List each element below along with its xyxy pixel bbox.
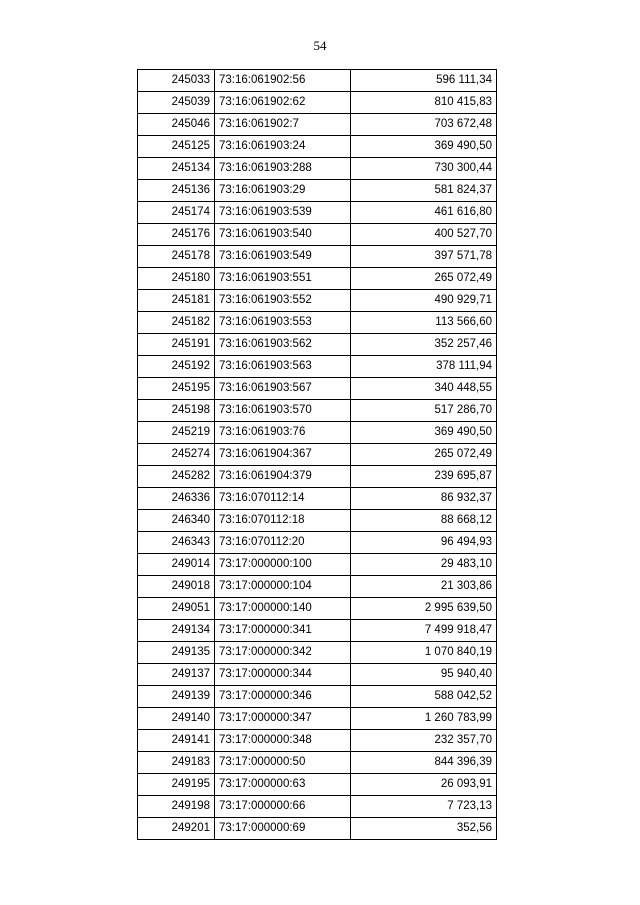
table-row	[138, 422, 497, 444]
cadastral-value-cell: 7 723,13	[351, 796, 497, 818]
cadastral-value-cell: 730 300,44	[351, 158, 497, 180]
cadastral-number-cell: 73:17:000000:69	[215, 818, 351, 840]
cadastral-value-cell: 7 499 918,47	[351, 620, 497, 642]
cadastral-value-cell: 1 070 840,19	[351, 642, 497, 664]
page-number: 54	[313, 38, 327, 53]
cadastral-value-cell: 844 396,39	[351, 752, 497, 774]
row-id-cell: 245125	[138, 136, 215, 158]
table-row	[138, 576, 497, 598]
cadastral-value-cell: 400 527,70	[351, 224, 497, 246]
cadastral-number-cell: 73:16:061903:288	[215, 158, 351, 180]
cadastral-value-cell: 21 303,86	[351, 576, 497, 598]
cadastral-number-cell: 73:17:000000:344	[215, 664, 351, 686]
table-row	[138, 180, 497, 202]
cadastral-number-cell: 73:16:061903:76	[215, 422, 351, 444]
cadastral-value-cell: 86 932,37	[351, 488, 497, 510]
cadastral-value-cell: 26 093,91	[351, 774, 497, 796]
cadastral-number-cell: 73:16:061903:29	[215, 180, 351, 202]
row-id-cell: 249195	[138, 774, 215, 796]
row-id-cell: 245046	[138, 114, 215, 136]
row-id-cell: 245182	[138, 312, 215, 334]
cadastral-value-cell: 352,56	[351, 818, 497, 840]
cadastral-value-cell: 369 490,50	[351, 136, 497, 158]
table-row	[138, 510, 497, 532]
cadastral-value-cell: 2 995 639,50	[351, 598, 497, 620]
row-id-cell: 249135	[138, 642, 215, 664]
row-id-cell: 249134	[138, 620, 215, 642]
cadastral-value-table	[137, 69, 497, 840]
cadastral-value-cell: 810 415,83	[351, 92, 497, 114]
cadastral-number-cell: 73:16:061903:562	[215, 334, 351, 356]
table-row	[138, 400, 497, 422]
cadastral-value-cell: 490 929,71	[351, 290, 497, 312]
table-row	[138, 114, 497, 136]
row-id-cell: 245181	[138, 290, 215, 312]
cadastral-number-cell: 73:17:000000:348	[215, 730, 351, 752]
row-id-cell: 245219	[138, 422, 215, 444]
table-row	[138, 488, 497, 510]
cadastral-value-cell: 29 483,10	[351, 554, 497, 576]
table-row	[138, 92, 497, 114]
cadastral-value-cell: 265 072,49	[351, 268, 497, 290]
cadastral-number-cell: 73:17:000000:104	[215, 576, 351, 598]
table-row	[138, 268, 497, 290]
table-row	[138, 378, 497, 400]
cadastral-value-cell: 378 111,94	[351, 356, 497, 378]
row-id-cell: 249140	[138, 708, 215, 730]
row-id-cell: 245192	[138, 356, 215, 378]
table-row	[138, 554, 497, 576]
row-id-cell: 246336	[138, 488, 215, 510]
row-id-cell: 245198	[138, 400, 215, 422]
cadastral-number-cell: 73:16:070112:20	[215, 532, 351, 554]
cadastral-number-cell: 73:16:061904:379	[215, 466, 351, 488]
cadastral-value-cell: 352 257,46	[351, 334, 497, 356]
table-row	[138, 708, 497, 730]
cadastral-number-cell: 73:17:000000:140	[215, 598, 351, 620]
row-id-cell: 245178	[138, 246, 215, 268]
cadastral-value-cell: 340 448,55	[351, 378, 497, 400]
row-id-cell: 245136	[138, 180, 215, 202]
cadastral-number-cell: 73:16:061903:24	[215, 136, 351, 158]
row-id-cell: 249183	[138, 752, 215, 774]
cadastral-value-cell: 517 286,70	[351, 400, 497, 422]
row-id-cell: 245033	[138, 70, 215, 92]
row-id-cell: 249137	[138, 664, 215, 686]
table-row	[138, 818, 497, 840]
row-id-cell: 249018	[138, 576, 215, 598]
cadastral-value-cell: 397 571,78	[351, 246, 497, 268]
row-id-cell: 249014	[138, 554, 215, 576]
table-row	[138, 290, 497, 312]
table-row	[138, 356, 497, 378]
table-row	[138, 202, 497, 224]
cadastral-value-cell: 369 490,50	[351, 422, 497, 444]
table-row	[138, 158, 497, 180]
row-id-cell: 249051	[138, 598, 215, 620]
cadastral-number-cell: 73:16:061903:553	[215, 312, 351, 334]
table-row	[138, 752, 497, 774]
cadastral-value-cell: 232 357,70	[351, 730, 497, 752]
cadastral-value-cell: 588 042,52	[351, 686, 497, 708]
row-id-cell: 246343	[138, 532, 215, 554]
row-id-cell: 246340	[138, 510, 215, 532]
cadastral-number-cell: 73:16:061902:56	[215, 70, 351, 92]
row-id-cell: 249141	[138, 730, 215, 752]
cadastral-value-cell: 1 260 783,99	[351, 708, 497, 730]
cadastral-value-cell: 88 668,12	[351, 510, 497, 532]
row-id-cell: 245195	[138, 378, 215, 400]
cadastral-number-cell: 73:16:061903:549	[215, 246, 351, 268]
cadastral-number-cell: 73:16:070112:14	[215, 488, 351, 510]
row-id-cell: 249201	[138, 818, 215, 840]
cadastral-value-cell: 703 672,48	[351, 114, 497, 136]
row-id-cell: 245180	[138, 268, 215, 290]
cadastral-number-cell: 73:16:061903:563	[215, 356, 351, 378]
cadastral-number-cell: 73:16:061903:551	[215, 268, 351, 290]
table-row	[138, 466, 497, 488]
cadastral-number-cell: 73:17:000000:341	[215, 620, 351, 642]
table-row	[138, 532, 497, 554]
cadastral-value-cell: 596 111,34	[351, 70, 497, 92]
cadastral-number-cell: 73:16:070112:18	[215, 510, 351, 532]
cadastral-number-cell: 73:16:061903:539	[215, 202, 351, 224]
cadastral-number-cell: 73:16:061902:7	[215, 114, 351, 136]
row-id-cell: 249139	[138, 686, 215, 708]
row-id-cell: 245274	[138, 444, 215, 466]
cadastral-value-cell: 95 940,40	[351, 664, 497, 686]
cadastral-number-cell: 73:16:061904:367	[215, 444, 351, 466]
table-row	[138, 620, 497, 642]
cadastral-value-cell: 96 494,93	[351, 532, 497, 554]
table-row	[138, 642, 497, 664]
cadastral-value-cell: 265 072,49	[351, 444, 497, 466]
cadastral-number-cell: 73:16:061903:552	[215, 290, 351, 312]
row-id-cell: 245191	[138, 334, 215, 356]
cadastral-value-cell: 581 824,37	[351, 180, 497, 202]
table-row	[138, 664, 497, 686]
cadastral-number-cell: 73:17:000000:63	[215, 774, 351, 796]
row-id-cell: 245282	[138, 466, 215, 488]
table-row	[138, 224, 497, 246]
row-id-cell: 245174	[138, 202, 215, 224]
cadastral-number-cell: 73:16:061903:570	[215, 400, 351, 422]
cadastral-number-cell: 73:17:000000:347	[215, 708, 351, 730]
table-row	[138, 334, 497, 356]
row-id-cell: 245134	[138, 158, 215, 180]
row-id-cell: 245176	[138, 224, 215, 246]
table-row	[138, 444, 497, 466]
cadastral-value-cell: 461 616,80	[351, 202, 497, 224]
table-row	[138, 774, 497, 796]
row-id-cell: 245039	[138, 92, 215, 114]
cadastral-number-cell: 73:17:000000:346	[215, 686, 351, 708]
cadastral-number-cell: 73:16:061903:567	[215, 378, 351, 400]
cadastral-number-cell: 73:16:061903:540	[215, 224, 351, 246]
cadastral-number-cell: 73:17:000000:342	[215, 642, 351, 664]
cadastral-number-cell: 73:17:000000:100	[215, 554, 351, 576]
table-row	[138, 70, 497, 92]
cadastral-number-cell: 73:17:000000:50	[215, 752, 351, 774]
row-id-cell: 249198	[138, 796, 215, 818]
cadastral-number-cell: 73:17:000000:66	[215, 796, 351, 818]
table-body	[138, 70, 497, 840]
table-row	[138, 312, 497, 334]
cadastral-value-cell: 113 566,60	[351, 312, 497, 334]
table-row	[138, 686, 497, 708]
table-row	[138, 598, 497, 620]
table-row	[138, 246, 497, 268]
table-row	[138, 796, 497, 818]
cadastral-number-cell: 73:16:061902:62	[215, 92, 351, 114]
table-row	[138, 136, 497, 158]
cadastral-value-cell: 239 695,87	[351, 466, 497, 488]
table-row	[138, 730, 497, 752]
